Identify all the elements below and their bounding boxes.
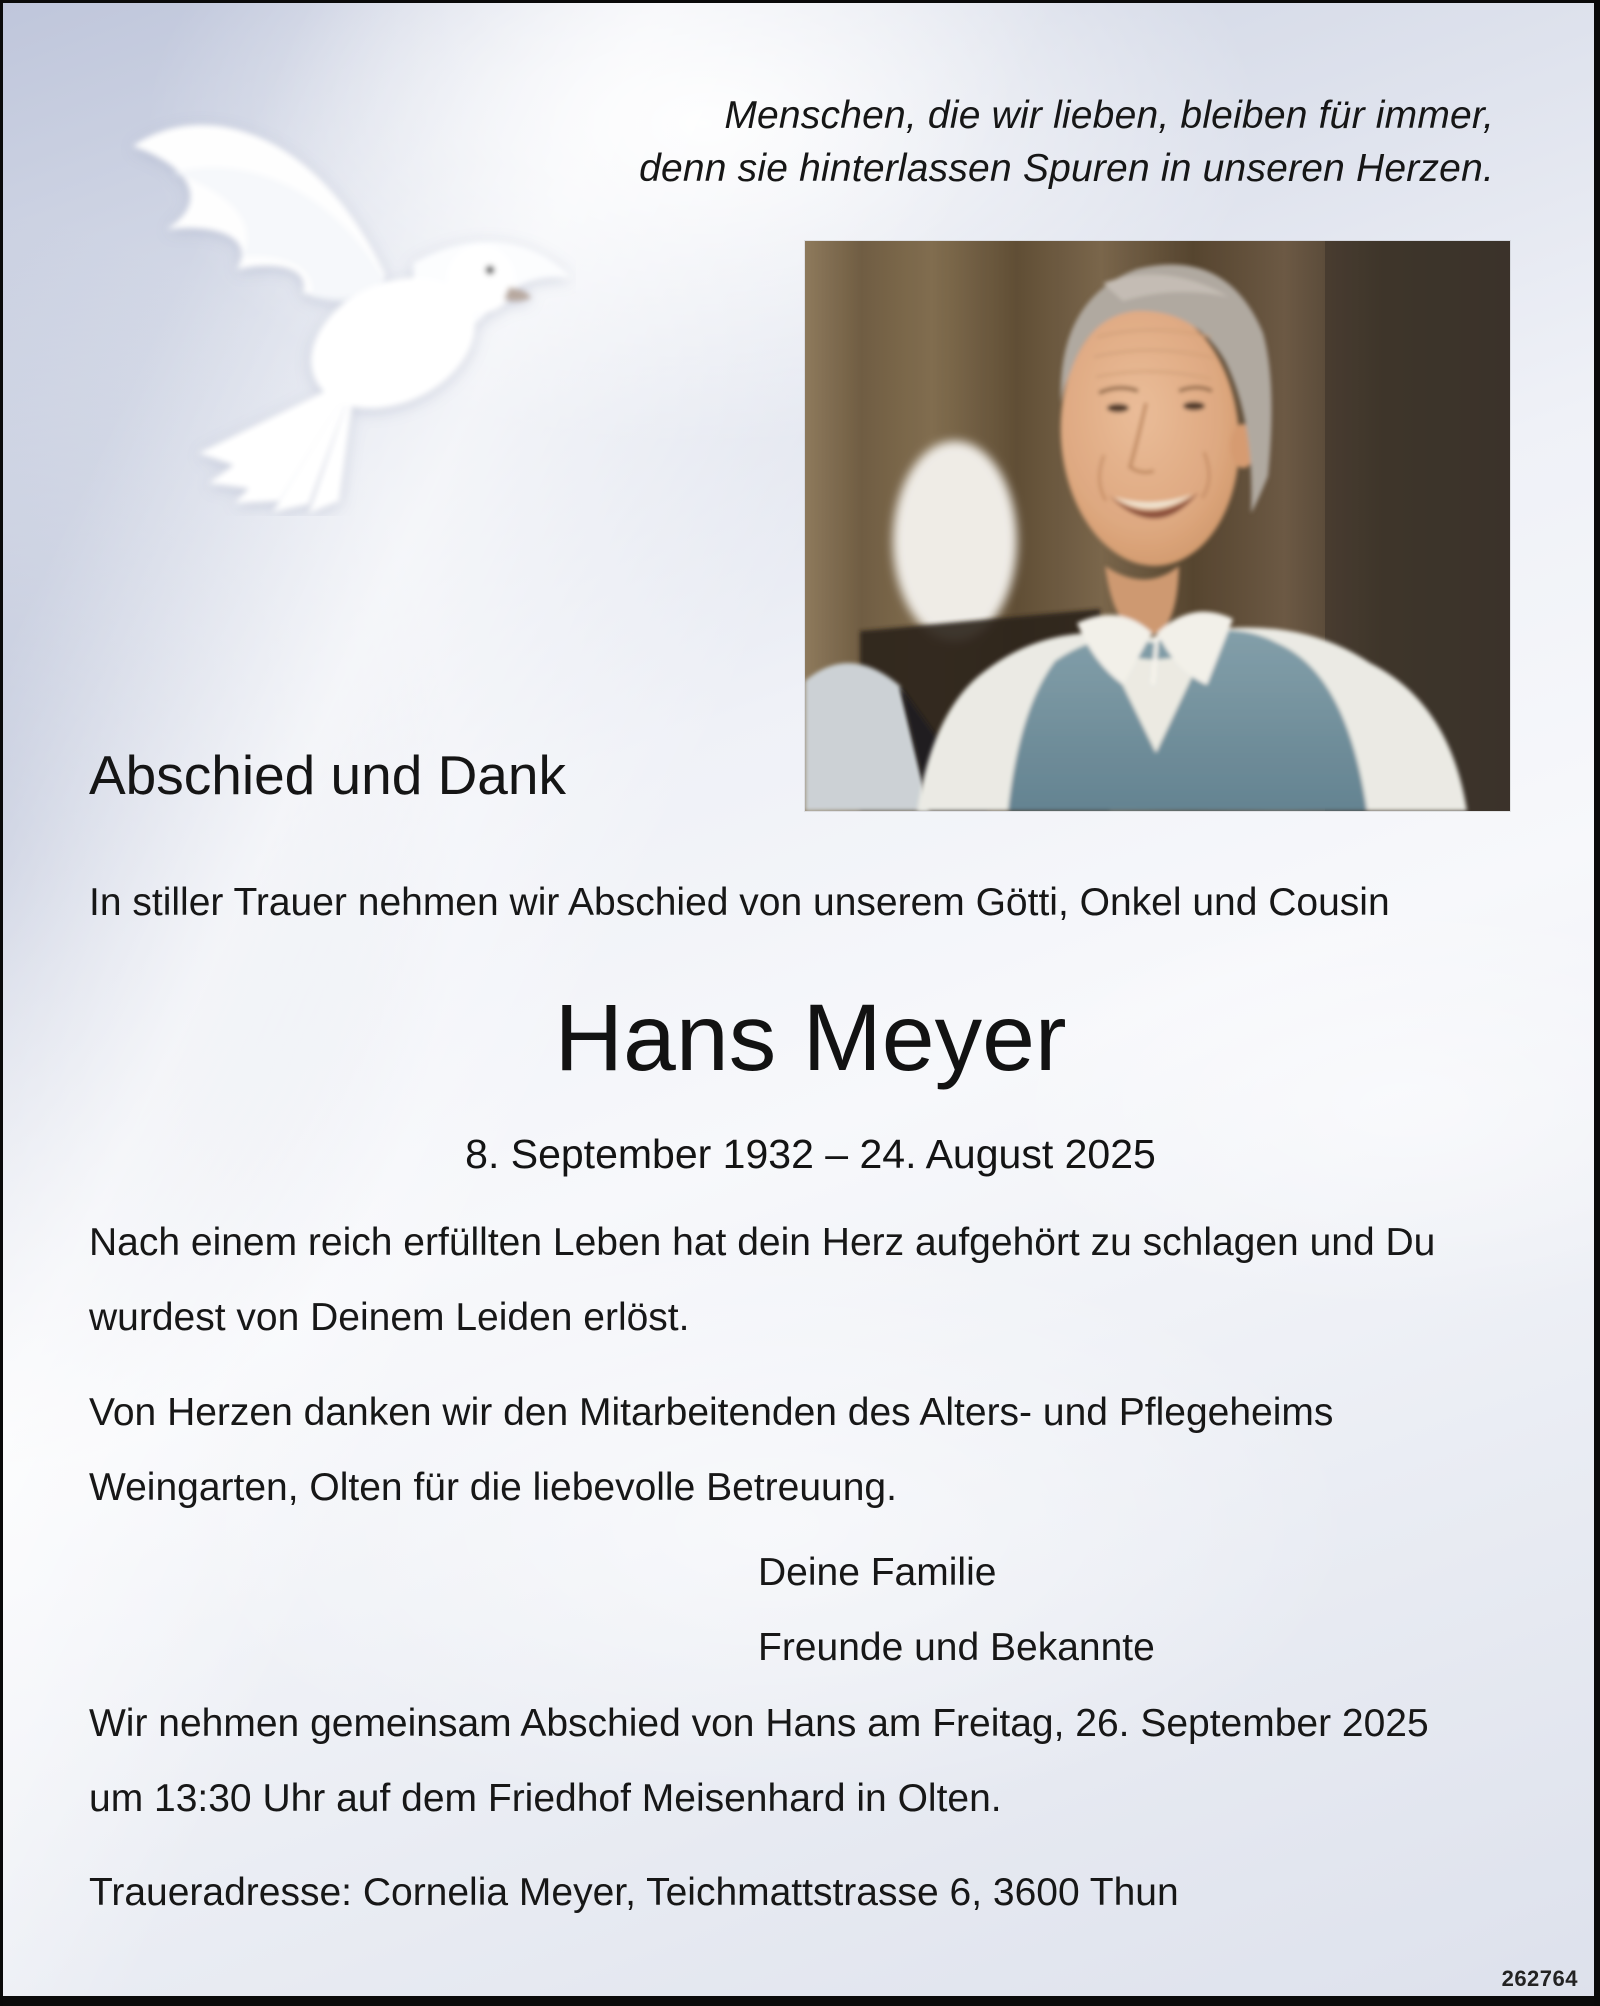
farewell-paragraph <box>89 1686 1429 1836</box>
farewell-line2: um 13:30 Uhr auf dem Friedhof Meisenhard in Olten. <box>89 1777 1002 1820</box>
bottom-border-bar <box>3 1996 1594 2006</box>
condolence-line1: Nach einem reich erfüllten Leben hat dein Herz aufgehört zu schlagen und Du <box>89 1221 1436 1264</box>
dove-image <box>51 91 576 516</box>
memorial-quote <box>639 89 1494 195</box>
signature-block <box>758 1535 1155 1685</box>
memorial-quote-line2: denn sie hinterlassen Spuren in unseren Herzen. <box>639 147 1494 190</box>
mourning-address: Traueradresse: Cornelia Meyer, Teichmattstrasse 6, 3600 Thun <box>89 1871 1179 1914</box>
thanks-paragraph <box>89 1375 1333 1525</box>
farewell-line1: Wir nehmen gemeinsam Abschied von Hans am Freitag, 26. September 2025 <box>89 1702 1429 1745</box>
portrait-photo <box>805 241 1510 811</box>
condolence-paragraph <box>89 1205 1435 1355</box>
reference-number: 262764 <box>1501 1966 1578 1991</box>
signature-line1: Deine Familie <box>758 1551 997 1594</box>
life-dates: 8. September 1932 – 24. August 2025 <box>465 1131 1156 1177</box>
deceased-name: Hans Meyer <box>554 985 1067 1091</box>
thanks-line2: Weingarten, Olten für die liebevolle Betreuung. <box>89 1466 897 1509</box>
thanks-line1: Von Herzen danken wir den Mitarbeitenden des Alters- und Pflegeheims <box>89 1391 1334 1434</box>
signature-line2: Freunde und Bekannte <box>758 1626 1155 1669</box>
memorial-quote-line1: Menschen, die wir lieben, bleiben für immer, <box>724 94 1494 137</box>
intro-text: In stiller Trauer nehmen wir Abschied von unserem Götti, Onkel und Cousin <box>89 881 1390 924</box>
condolence-line2: wurdest von Deinem Leiden erlöst. <box>89 1296 690 1339</box>
page-title: Abschied und Dank <box>89 744 566 806</box>
